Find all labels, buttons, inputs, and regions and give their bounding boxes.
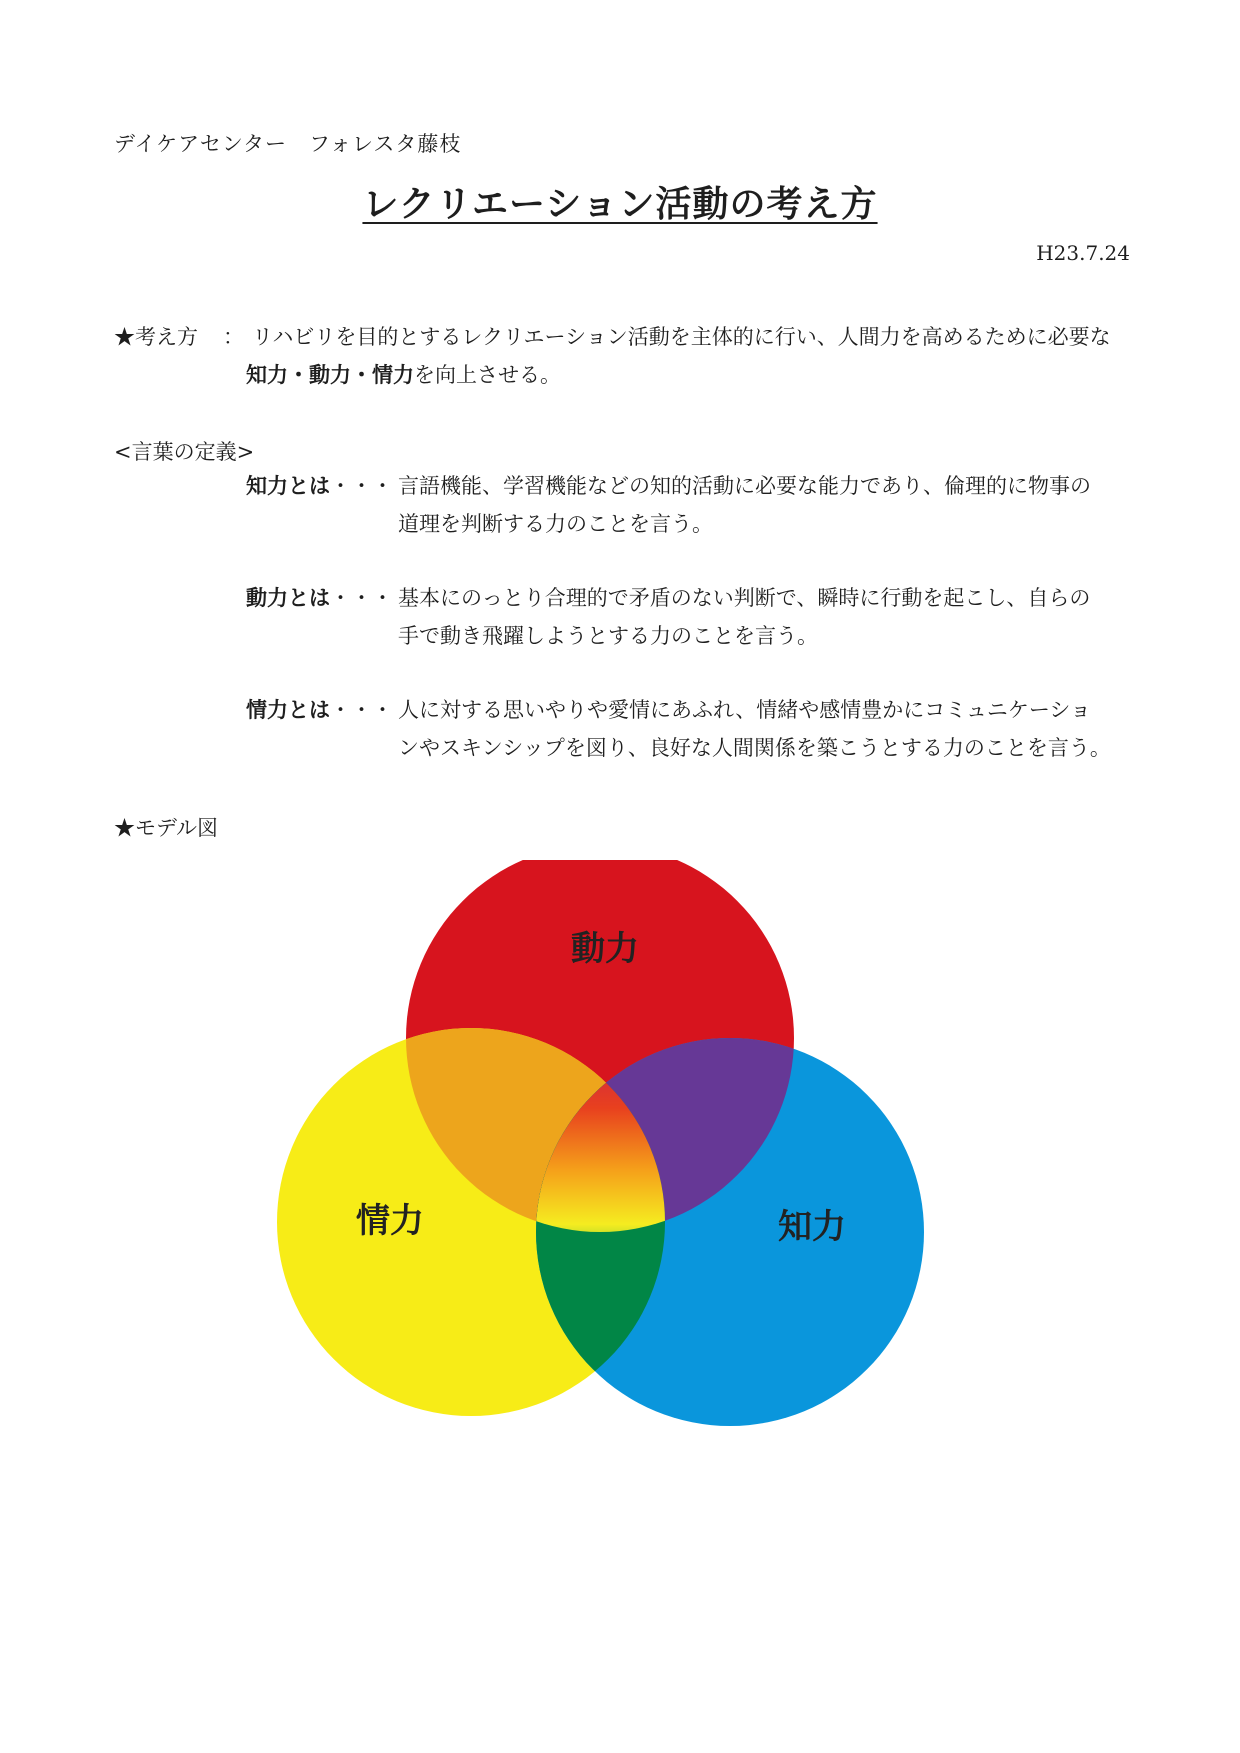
definitions-heading: <言葉の定義> xyxy=(114,440,255,464)
definition-term-chiryoku: 知力とは xyxy=(246,473,330,498)
model-heading: ★モデル図 xyxy=(114,816,218,840)
label-chiryoku: 知力 xyxy=(778,1207,846,1247)
definition-term-douryoku: 動力とは xyxy=(246,585,330,610)
definition-text-line-2: 手で動き飛躍しようとする力のことを言う。 xyxy=(398,624,818,648)
definition-term-jouryoku: 情力とは xyxy=(246,697,330,722)
venn-model-diagram xyxy=(270,860,930,1440)
label-jouryoku: 情力 xyxy=(356,1201,424,1241)
definition-dots: ・・・ xyxy=(330,586,393,610)
definition-dots: ・・・ xyxy=(330,474,393,498)
definition-text-line-2: ンやスキンシップを図り、良好な人間関係を築こうとする力のことを言う。 xyxy=(398,736,1111,760)
definition-text-line-1: 基本にのっとり合理的で矛盾のない判断で、瞬時に行動を起こし、自らの xyxy=(398,586,1091,610)
document-date: H23.7.24 xyxy=(1036,241,1130,265)
concept-line-2-rest: を向上させる。 xyxy=(414,363,561,387)
page-title xyxy=(0,176,1240,227)
page-title-text: レクリエーション活動の考え方 xyxy=(362,183,878,225)
concept-line-1: リハビリを目的とするレクリエーション活動を主体的に行い、人間力を高めるために必要な xyxy=(252,325,1111,349)
definition-dots: ・・・ xyxy=(330,698,393,722)
concept-line-2 xyxy=(246,356,561,394)
concept-bold-terms: 知力・動力・情力 xyxy=(246,362,414,387)
organization-name: デイケアセンター フォレスタ藤枝 xyxy=(114,132,462,156)
definition-text-line-1: 人に対する思いやりや愛情にあふれ、情緒や感情豊かにコミュニケーショ xyxy=(398,698,1091,722)
concept-colon: ： xyxy=(223,325,244,349)
definition-text-line-1: 言語機能、学習機能などの知的活動に必要な能力であり、倫理的に物事の xyxy=(398,474,1091,498)
definition-text-line-2: 道理を判断する力のことを言う。 xyxy=(398,512,713,536)
concept-label: ★考え方 xyxy=(114,325,198,349)
label-douryoku: 動力 xyxy=(571,929,639,969)
